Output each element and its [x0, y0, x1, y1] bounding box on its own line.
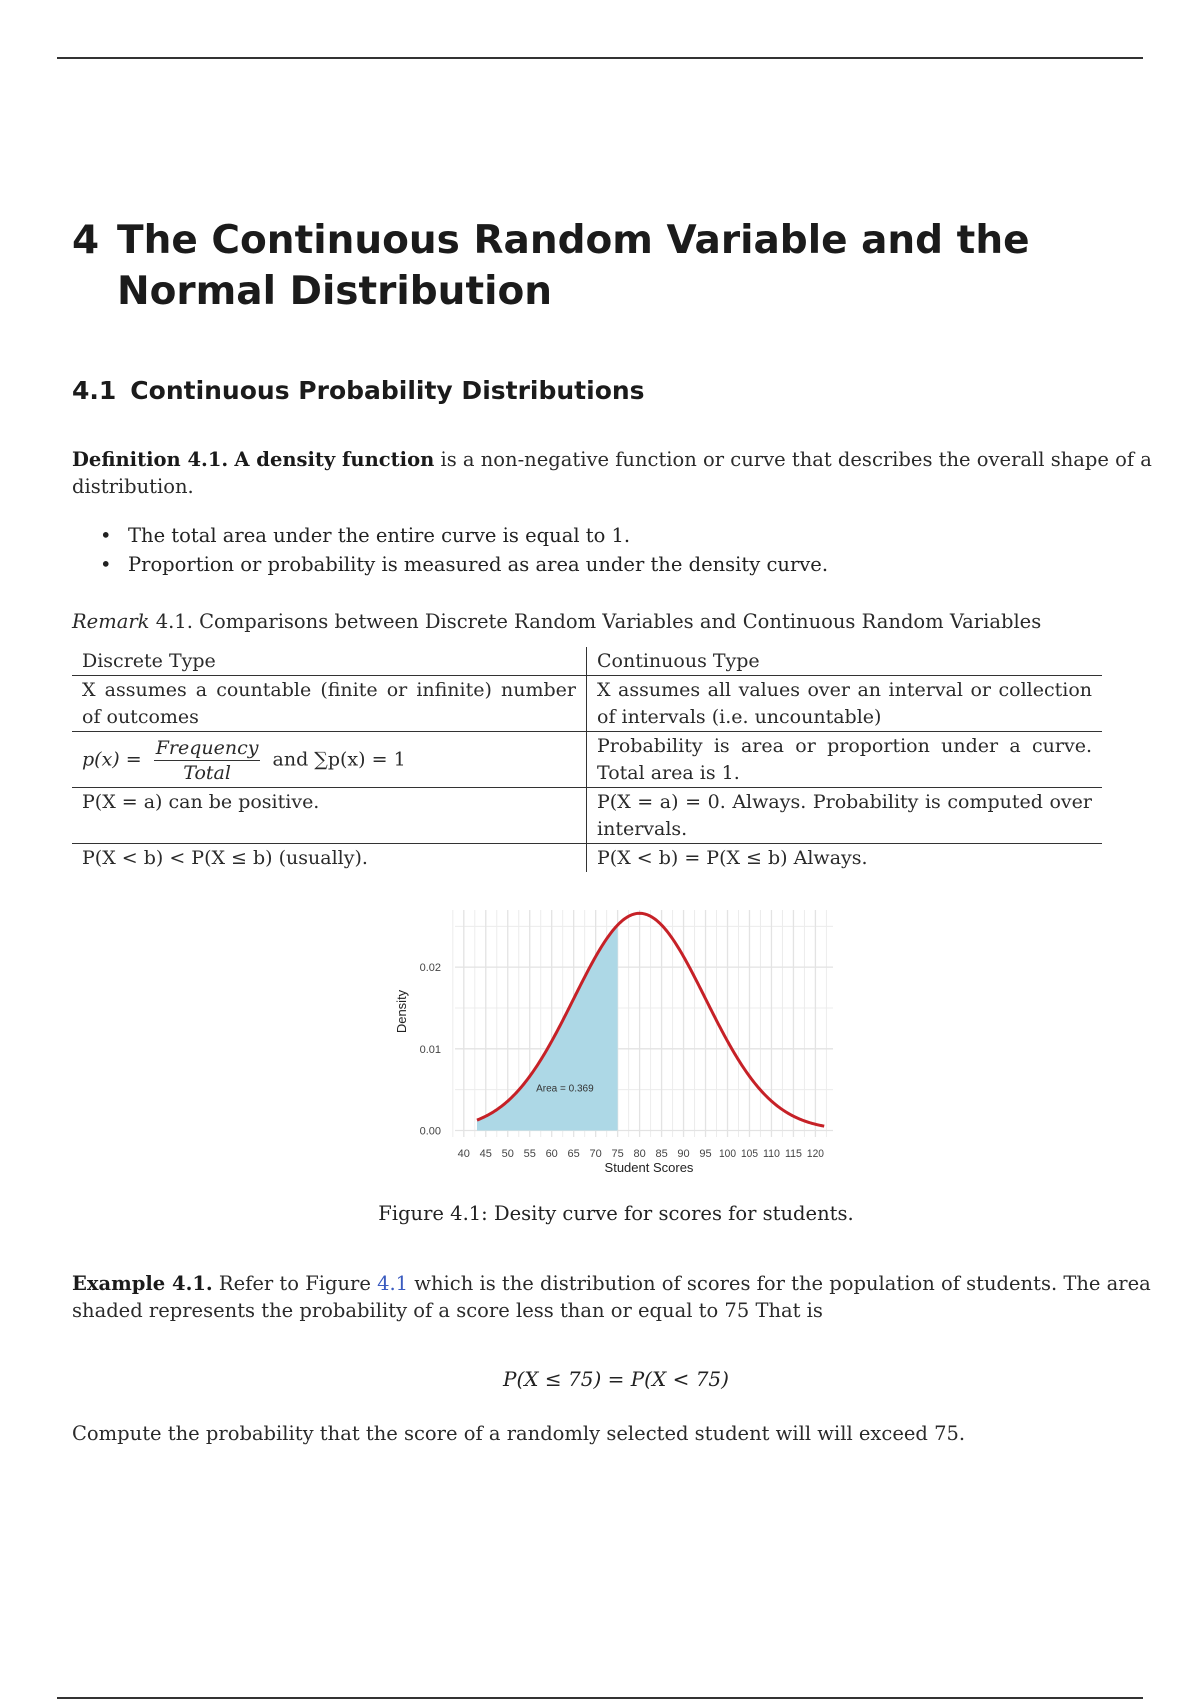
- example-text-before: Refer to Figure: [218, 1272, 371, 1295]
- cell-continuous-probability: Probability is area or proportion under a curve. Total area is 1.: [587, 732, 1103, 788]
- cell-discrete-outcomes: X assumes a countable (finite or infinite) number of outcomes: [72, 676, 587, 732]
- density-chart: [385, 905, 835, 1195]
- example-label: Example 4.1.: [72, 1272, 213, 1295]
- definition-label: Definition 4.1.: [72, 448, 229, 471]
- question-paragraph: Compute the probability that the score of a randomly selected student will will exceed 75.: [72, 1422, 966, 1445]
- bullet-list: [100, 521, 828, 579]
- x-tick-label: 110: [762, 1148, 780, 1160]
- table-row: [72, 732, 1102, 788]
- area-annotation: Area = 0.369: [536, 1083, 594, 1095]
- section-title-text: Continuous Probability Distributions: [130, 376, 645, 405]
- figure-caption: Figure 4.1: Desity curve for scores for students.: [378, 1202, 854, 1225]
- definition-text: is a non-negative function or curve that describes the overall shape of a distribution.: [72, 448, 1152, 498]
- x-tick-label: 120: [806, 1148, 824, 1160]
- example-paragraph: [72, 1270, 1162, 1324]
- chapter-title-text: The Continuous Random Variable and the Normal Distribution: [117, 218, 1030, 314]
- pmf-lhs: p(x) =: [82, 748, 142, 770]
- x-tick-label: 70: [589, 1148, 602, 1160]
- table-row: [72, 788, 1102, 844]
- y-tick-labels: [420, 962, 441, 1137]
- x-tick-label: 50: [501, 1148, 514, 1160]
- x-tick-label: 80: [633, 1148, 646, 1160]
- x-tick-label: 100: [719, 1148, 737, 1160]
- x-tick-label: 60: [545, 1148, 558, 1160]
- remark-label: Remark: [72, 610, 150, 633]
- bullet-item: • Proportion or probability is measured as area under the density curve.: [100, 550, 828, 579]
- header-continuous: Continuous Type: [587, 647, 1103, 676]
- x-tick-label: 85: [655, 1148, 668, 1160]
- x-tick-label: 115: [784, 1148, 802, 1160]
- bottom-rule: [57, 1697, 1143, 1699]
- remark-number: 4.1.: [155, 610, 193, 633]
- cell-discrete-point: P(X = a) can be positive.: [72, 788, 587, 844]
- pmf-denominator: Total: [183, 761, 231, 784]
- pmf-fraction: [154, 736, 261, 785]
- bullet-item: • The total area under the entire curve is equal to 1.: [100, 521, 828, 550]
- example-text-after: which is the distribution of scores for the population of students. The area shaded represents the probability of a score less than or equal to 75 That is: [72, 1272, 1151, 1322]
- header-discrete: Discrete Type: [72, 647, 587, 676]
- section-title: [72, 376, 645, 405]
- cell-discrete-inequality: P(X < b) < P(X ≤ b) (usually).: [72, 844, 587, 873]
- x-tick-label: 45: [479, 1148, 492, 1160]
- pmf-numerator: Frequency: [155, 736, 259, 759]
- density-figure: [385, 905, 835, 1199]
- x-tick-label: 95: [699, 1148, 712, 1160]
- x-tick-label: 105: [740, 1148, 758, 1160]
- x-tick-label: 55: [523, 1148, 536, 1160]
- pmf-rhs: and ∑p(x) = 1: [272, 748, 406, 770]
- cell-continuous-point: P(X = a) = 0. Always. Probability is computed over intervals.: [587, 788, 1103, 844]
- table-header-row: [72, 647, 1102, 676]
- remark-text: Comparisons between Discrete Random Variables and Continuous Random Variables: [199, 610, 1042, 633]
- display-equation: P(X ≤ 75) = P(X < 75): [503, 1367, 729, 1391]
- x-tick-labels: [458, 1148, 824, 1160]
- definition-paragraph: [72, 446, 1162, 500]
- x-tick-label: 75: [611, 1148, 624, 1160]
- chapter-title: [72, 215, 1122, 317]
- x-axis-label: Student Scores: [604, 1160, 694, 1175]
- cell-continuous-inequality: P(X < b) = P(X ≤ b) Always.: [597, 847, 868, 869]
- y-tick-label: 0.02: [419, 962, 441, 975]
- cell-continuous-outcomes: X assumes all values over an interval or collection of intervals (i.e. uncountable): [587, 676, 1103, 732]
- y-tick-label: 0.01: [419, 1043, 441, 1056]
- figure-reference-link[interactable]: 4.1: [377, 1272, 409, 1295]
- y-axis-label: Density: [394, 989, 409, 1034]
- table-row: [72, 844, 1102, 873]
- top-rule: [57, 57, 1143, 59]
- x-tick-label: 90: [677, 1148, 690, 1160]
- table-row: [72, 676, 1102, 732]
- x-tick-label: 40: [457, 1148, 470, 1160]
- comparison-table: [72, 647, 1102, 872]
- y-tick-label: 0.00: [419, 1125, 441, 1138]
- remark-paragraph: [72, 608, 1162, 635]
- cell-discrete-probability: [72, 732, 587, 788]
- section-number: 4.1: [72, 376, 117, 405]
- x-tick-label: 65: [567, 1148, 580, 1160]
- chapter-number: 4: [72, 218, 100, 263]
- definition-term: A density function: [234, 448, 435, 471]
